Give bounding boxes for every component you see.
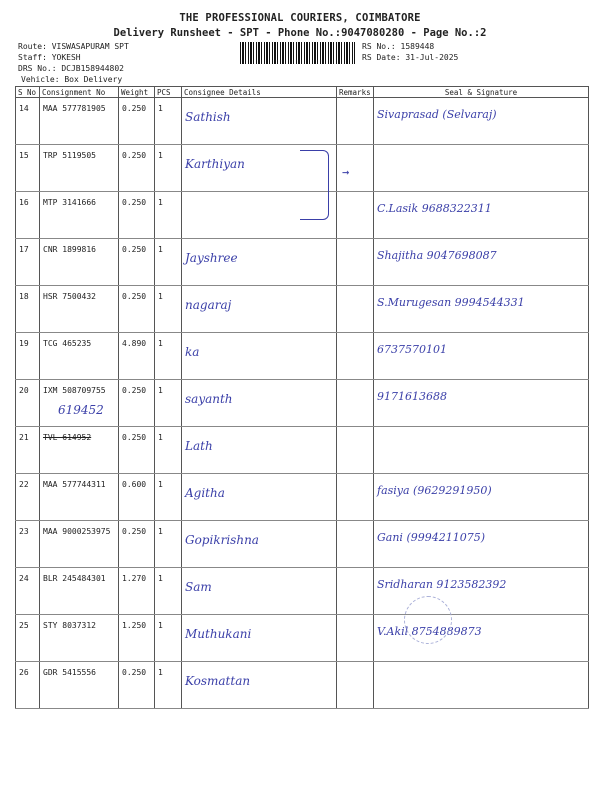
consignment-cell: STY 8037312 — [40, 615, 119, 662]
remarks-cell — [337, 380, 374, 427]
remarks-cell — [337, 427, 374, 474]
sno-cell: 23 — [16, 521, 40, 568]
consignment-cell: MAA 577781905 — [40, 98, 119, 145]
weight-cell: 1.250 — [119, 615, 155, 662]
col-header-seal: Seal & Signature — [374, 87, 589, 98]
consignee-cell: Gopikrishna — [182, 521, 337, 568]
pcs-cell: 1 — [155, 427, 182, 474]
table-row — [16, 427, 589, 474]
sno-cell: 24 — [16, 568, 40, 615]
weight-cell: 0.250 — [119, 427, 155, 474]
consignee-cell: nagaraj — [182, 286, 337, 333]
consignee-cell: Agitha — [182, 474, 337, 521]
seal-cell: S.Murugesan 9994544331 — [374, 286, 589, 333]
consignee-cell: Muthukani — [182, 615, 337, 662]
seal-cell — [374, 145, 589, 192]
consignment-cell: CNR 1899816 — [40, 239, 119, 286]
drs-label: DRS No.: DCJB158944802 — [18, 64, 124, 73]
consignee-cell: Sam — [182, 568, 337, 615]
handwritten-correction: 619452 — [58, 403, 104, 417]
consignee-cell: Jayshree — [182, 239, 337, 286]
weight-cell: 0.250 — [119, 145, 155, 192]
consignment-cell: BLR 245484301 — [40, 568, 119, 615]
remarks-cell — [337, 662, 374, 709]
seal-cell — [374, 662, 589, 709]
seal-stamp — [404, 596, 452, 644]
seal-cell: Sridharan 9123582392 — [374, 568, 589, 615]
table-row — [16, 98, 589, 145]
seal-cell: Shajitha 9047698087 — [374, 239, 589, 286]
consignee-cell: Karthiyan — [182, 145, 337, 192]
consignee-cell: ka — [182, 333, 337, 380]
col-header-sno: S No — [16, 87, 40, 98]
sno-cell: 16 — [16, 192, 40, 239]
pcs-cell: 1 — [155, 568, 182, 615]
table-row — [16, 568, 589, 615]
table-row — [16, 662, 589, 709]
remarks-cell — [337, 239, 374, 286]
remarks-cell — [337, 98, 374, 145]
remarks-cell — [337, 568, 374, 615]
weight-cell: 0.250 — [119, 521, 155, 568]
remarks-cell — [337, 521, 374, 568]
remarks-cell — [337, 192, 374, 239]
pcs-cell: 1 — [155, 145, 182, 192]
consignment-cell: GDR 5415556 — [40, 662, 119, 709]
pcs-cell: 1 — [155, 239, 182, 286]
seal-cell: fasiya (9629291950) — [374, 474, 589, 521]
consignee-cell: sayanth — [182, 380, 337, 427]
sno-cell: 21 — [16, 427, 40, 474]
pcs-cell: 1 — [155, 192, 182, 239]
weight-cell: 0.250 — [119, 192, 155, 239]
table-row — [16, 521, 589, 568]
pcs-cell: 1 — [155, 615, 182, 662]
pcs-cell: 1 — [155, 380, 182, 427]
handwritten-bracket — [300, 150, 329, 220]
table-header-row — [16, 87, 589, 98]
sno-cell: 17 — [16, 239, 40, 286]
table-row — [16, 286, 589, 333]
sno-cell: 14 — [16, 98, 40, 145]
weight-cell: 0.250 — [119, 98, 155, 145]
weight-cell: 0.250 — [119, 239, 155, 286]
consignment-cell: TRP 5119505 — [40, 145, 119, 192]
weight-cell: 0.600 — [119, 474, 155, 521]
pcs-cell: 1 — [155, 286, 182, 333]
sno-cell: 22 — [16, 474, 40, 521]
consignment-cell: TVL 614952 — [40, 427, 119, 474]
weight-cell: 4.890 — [119, 333, 155, 380]
meta-right — [362, 41, 458, 63]
consignment-cell: TCG 465235 — [40, 333, 119, 380]
pcs-cell: 1 — [155, 474, 182, 521]
sno-cell: 25 — [16, 615, 40, 662]
remarks-cell — [337, 615, 374, 662]
barcode — [240, 42, 355, 64]
seal-cell — [374, 427, 589, 474]
consignment-cell: MTP 3141666 — [40, 192, 119, 239]
seal-cell: C.Lasik 9688322311 — [374, 192, 589, 239]
pcs-cell: 1 — [155, 662, 182, 709]
col-header-pcs: PCS — [155, 87, 182, 98]
weight-cell: 0.250 — [119, 286, 155, 333]
staff-label: Staff: YOKESH — [18, 53, 81, 62]
table-row — [16, 333, 589, 380]
company-title: THE PROFESSIONAL COURIERS, COIMBATORE — [179, 12, 421, 24]
seal-cell: 6737570101 — [374, 333, 589, 380]
weight-cell: 0.250 — [119, 662, 155, 709]
pcs-cell: 1 — [155, 521, 182, 568]
runsheet-subtitle: Delivery Runsheet - SPT - Phone No.:9047080280 - Page No.:2 — [113, 27, 487, 39]
consignment-cell: HSR 7500432 — [40, 286, 119, 333]
arrow-icon: → — [342, 165, 350, 179]
sno-cell: 18 — [16, 286, 40, 333]
seal-cell: V.Akil 8754889873 — [374, 615, 589, 662]
consignment-cell: MAA 577744311 — [40, 474, 119, 521]
col-header-remarks: Remarks — [337, 87, 374, 98]
vehicle-label: Vehicle: Box Delivery — [21, 75, 123, 84]
consignment-cell: MAA 9000253975 — [40, 521, 119, 568]
table-row — [16, 474, 589, 521]
table-row — [16, 615, 589, 662]
sno-cell: 19 — [16, 333, 40, 380]
pcs-cell: 1 — [155, 333, 182, 380]
rs-no-label: RS No.: 1589448 — [362, 42, 435, 51]
consignee-cell: Sathish — [182, 98, 337, 145]
pcs-cell: 1 — [155, 98, 182, 145]
meta-left — [18, 41, 129, 85]
sno-cell: 20 — [16, 380, 40, 427]
weight-cell: 0.250 — [119, 380, 155, 427]
rs-date-label: RS Date: 31-Jul-2025 — [362, 53, 459, 62]
seal-cell: Gani (9994211075) — [374, 521, 589, 568]
col-header-consignee: Consignee Details — [182, 87, 337, 98]
remarks-cell — [337, 474, 374, 521]
consignee-cell: Lath — [182, 427, 337, 474]
remarks-cell — [337, 333, 374, 380]
route-label: Route: VISWASAPURAM SPT — [18, 42, 129, 51]
consignee-cell: Kosmattan — [182, 662, 337, 709]
sno-cell: 26 — [16, 662, 40, 709]
consignment-cell: IXM 508709755 — [40, 380, 119, 427]
col-header-consignment: Consignment No — [40, 87, 119, 98]
table-row — [16, 239, 589, 286]
weight-cell: 1.270 — [119, 568, 155, 615]
seal-cell: 9171613688 — [374, 380, 589, 427]
col-header-weight: Weight — [119, 87, 155, 98]
remarks-cell — [337, 286, 374, 333]
sno-cell: 15 — [16, 145, 40, 192]
seal-cell: Sivaprasad (Selvaraj) — [374, 98, 589, 145]
